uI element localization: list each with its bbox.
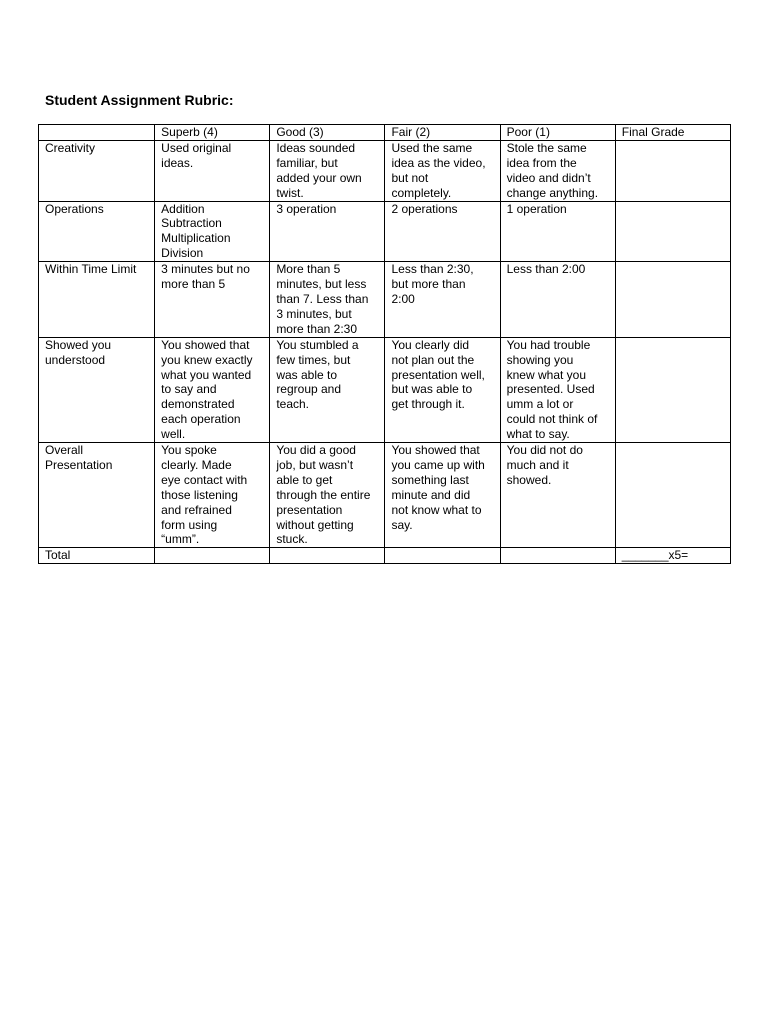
rubric-cell: 2 operations (385, 201, 500, 262)
total-empty-cell (385, 548, 500, 564)
final-grade-cell (615, 262, 730, 338)
rubric-cell: You showed that you knew exactly what you wanted to say and demonstrated each operation well. (155, 337, 270, 442)
header-cell-superb: Superb (4) (155, 125, 270, 141)
table-row (39, 443, 731, 548)
table-row (39, 337, 731, 442)
rubric-cell: You clearly did not plan out the presentation well, but was able to get through it. (385, 337, 500, 442)
criteria-cell: Creativity (39, 140, 155, 201)
rubric-cell: Stole the same idea from the video and didn’t change anything. (500, 140, 615, 201)
criteria-cell: Operations (39, 201, 155, 262)
rubric-cell: Used original ideas. (155, 140, 270, 201)
criteria-cell: Within Time Limit (39, 262, 155, 338)
criteria-cell: Showed you understood (39, 337, 155, 442)
rubric-cell: Used the same idea as the video, but not completely. (385, 140, 500, 201)
header-cell-final-grade: Final Grade (615, 125, 730, 141)
rubric-cell: You did a good job, but wasn’t able to get through the entire presentation without getting stuck. (270, 443, 385, 548)
final-grade-cell (615, 140, 730, 201)
rubric-cell: Addition Subtraction Multiplication Division (155, 201, 270, 262)
total-empty-cell (155, 548, 270, 564)
page-title: Student Assignment Rubric: (45, 92, 234, 108)
table-row (39, 201, 731, 262)
total-label: Total (39, 548, 155, 564)
header-cell-criteria (39, 125, 155, 141)
total-final-grade: _______x5= (615, 548, 730, 564)
rubric-cell: You had trouble showing you knew what you presented. Used umm a lot or could not think of what to say. (500, 337, 615, 442)
rubric-cell: 1 operation (500, 201, 615, 262)
rubric-cell: Ideas sounded familiar, but added your own twist. (270, 140, 385, 201)
header-cell-good: Good (3) (270, 125, 385, 141)
table-row (39, 140, 731, 201)
rubric-cell: More than 5 minutes, but less than 7. Less than 3 minutes, but more than 2:30 (270, 262, 385, 338)
total-empty-cell (500, 548, 615, 564)
criteria-cell: Overall Presentation (39, 443, 155, 548)
table-row (39, 262, 731, 338)
total-empty-cell (270, 548, 385, 564)
rubric-cell: 3 minutes but no more than 5 (155, 262, 270, 338)
final-grade-cell (615, 337, 730, 442)
rubric-table (38, 124, 731, 564)
rubric-cell: Less than 2:30, but more than 2:00 (385, 262, 500, 338)
rubric-cell: You stumbled a few times, but was able to regroup and teach. (270, 337, 385, 442)
total-row (39, 548, 731, 564)
header-cell-poor: Poor (1) (500, 125, 615, 141)
rubric-cell: You did not do much and it showed. (500, 443, 615, 548)
rubric-cell: 3 operation (270, 201, 385, 262)
final-grade-cell (615, 201, 730, 262)
rubric-cell: Less than 2:00 (500, 262, 615, 338)
rubric-cell: You showed that you came up with something last minute and did not know what to say. (385, 443, 500, 548)
header-row (39, 125, 731, 141)
header-cell-fair: Fair (2) (385, 125, 500, 141)
final-grade-cell (615, 443, 730, 548)
rubric-cell: You spoke clearly. Made eye contact with those listening and refrained form using “umm”. (155, 443, 270, 548)
